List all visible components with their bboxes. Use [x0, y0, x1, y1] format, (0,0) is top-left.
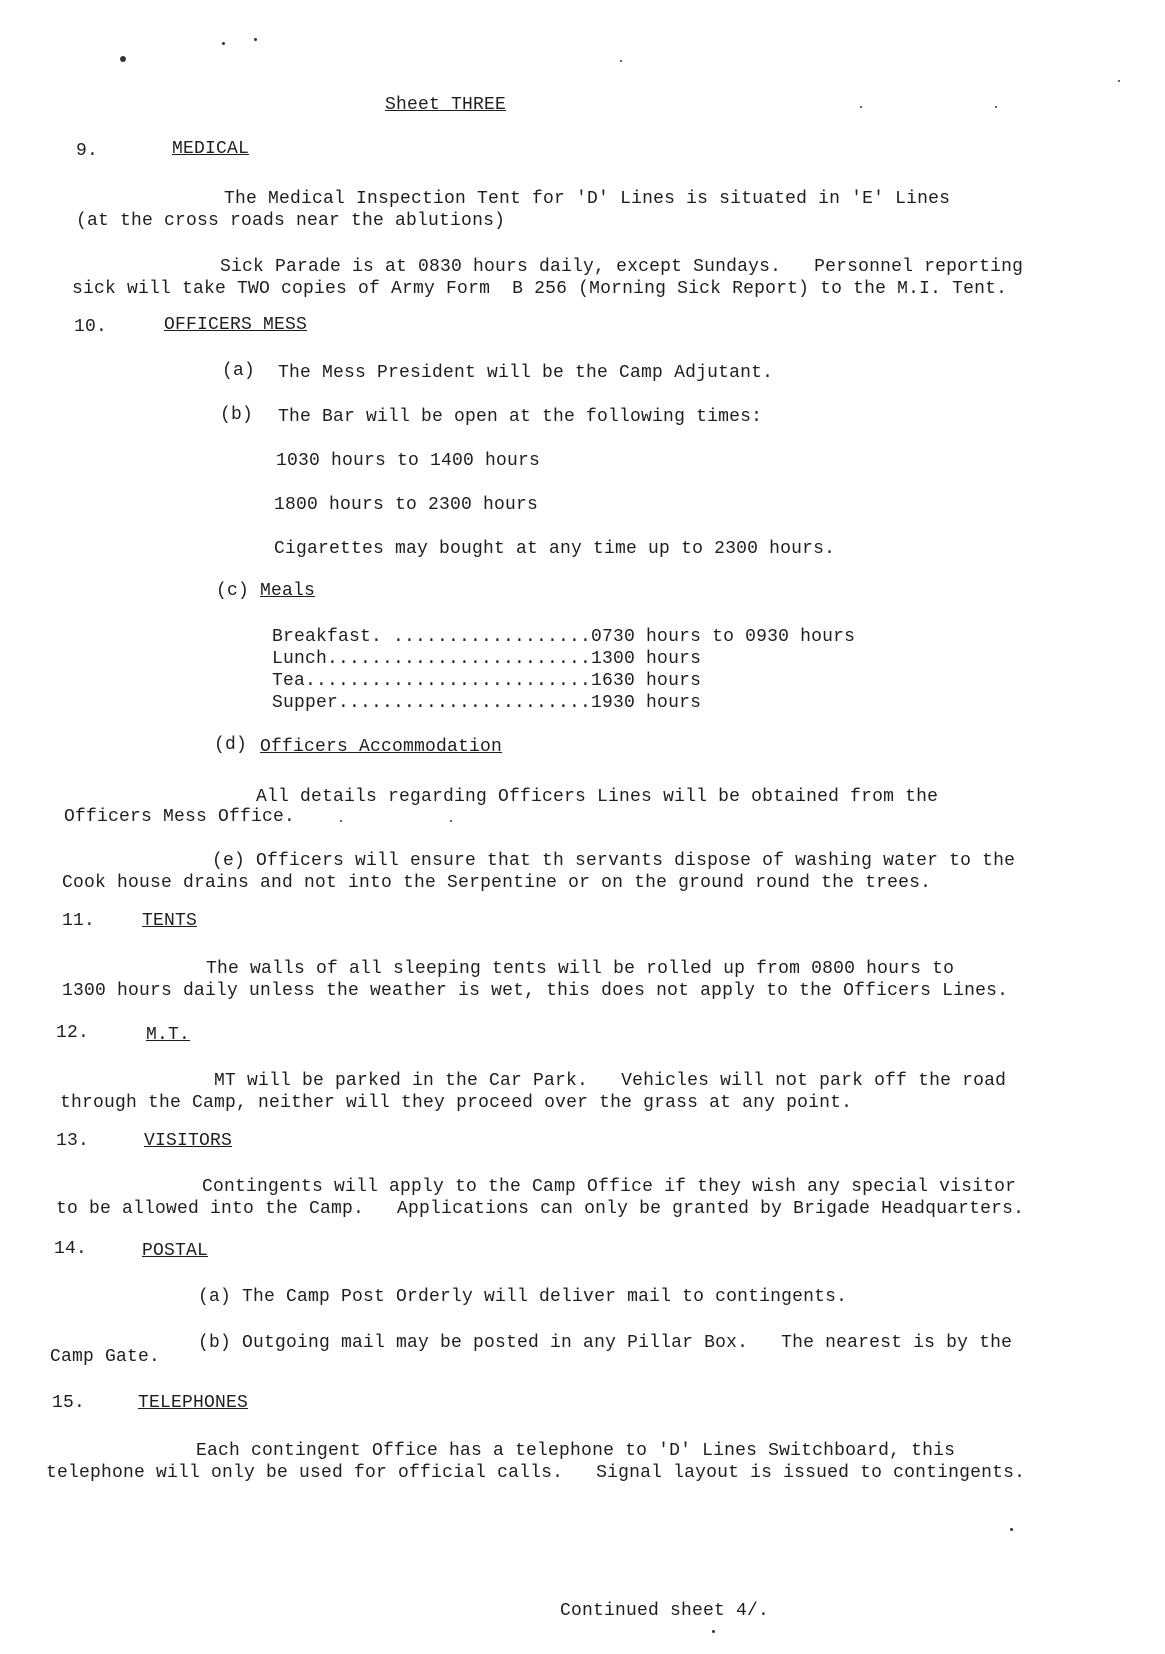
section-12-line2: through the Camp, neither will they proceed over the grass at any point.: [60, 1093, 853, 1113]
section-14a-text: (a) The Camp Post Orderly will deliver mail to contingents.: [198, 1287, 848, 1307]
section-13-number: 13.: [56, 1131, 90, 1151]
section-13-line2: to be allowed into the Camp. Applications can only be granted by Brigade Headquarters.: [56, 1199, 1025, 1219]
scan-speck: [712, 1630, 715, 1633]
section-10a-marker: (a): [222, 361, 256, 381]
scan-speck: [860, 106, 862, 108]
section-15-number: 15.: [52, 1393, 86, 1413]
section-9-para1-line2: (at the cross roads near the ablutions): [76, 211, 506, 231]
section-14b-line1: (b) Outgoing mail may be posted in any Pillar Box. The nearest is by the: [198, 1333, 1013, 1353]
section-14-number: 14.: [54, 1239, 88, 1259]
section-11-line2: 1300 hours daily unless the weather is wet, this does not apply to the Officers Lines.: [62, 981, 1009, 1001]
scan-speck: [450, 820, 452, 822]
section-11-number: 11.: [62, 911, 96, 931]
scan-speck: [1010, 1528, 1013, 1531]
meal-breakfast: Breakfast. ..................0730 hours to 0930 hours: [272, 627, 856, 647]
section-10d-marker: (d): [214, 735, 248, 755]
meal-lunch: Lunch........................1300 hours: [272, 649, 702, 669]
section-9-heading: MEDICAL: [172, 139, 250, 159]
section-10-number: 10.: [74, 317, 108, 337]
meal-supper: Supper.......................1930 hours: [272, 693, 702, 713]
section-10b-time2: 1800 hours to 2300 hours: [274, 495, 539, 515]
section-15-line2: telephone will only be used for official calls. Signal layout is issued to contingents.: [46, 1463, 1026, 1483]
section-11-line1: The walls of all sleeping tents will be rolled up from 0800 hours to: [206, 959, 955, 979]
section-11-heading: TENTS: [142, 911, 198, 931]
section-10c-marker: (c): [216, 581, 250, 601]
scan-speck: [222, 42, 225, 45]
section-12-heading: M.T.: [146, 1025, 191, 1045]
section-9-para2-line2: sick will take TWO copies of Army Form B 256 (Morning Sick Report) to the M.I. Tent.: [72, 279, 1008, 299]
section-9-para1-line1: The Medical Inspection Tent for 'D' Lines is situated in 'E' Lines: [224, 189, 951, 209]
scan-speck: [120, 56, 126, 62]
section-10e-line1: (e) Officers will ensure that th servants dispose of washing water to the: [212, 851, 1016, 871]
section-14-heading: POSTAL: [142, 1241, 209, 1261]
section-10b-marker: (b): [220, 405, 254, 425]
section-10a-text: The Mess President will be the Camp Adjutant.: [278, 363, 774, 383]
section-10d-line2: Officers Mess Office.: [64, 807, 296, 827]
section-10c-heading: Meals: [260, 581, 316, 601]
section-15-line1: Each contingent Office has a telephone to 'D' Lines Switchboard, this: [196, 1441, 956, 1461]
section-10b-cigarettes: Cigarettes may bought at any time up to 2300 hours.: [274, 539, 836, 559]
meal-tea: Tea..........................1630 hours: [272, 671, 702, 691]
sheet-title: Sheet THREE: [385, 95, 507, 115]
scan-speck: [254, 38, 257, 41]
scan-speck: [1118, 80, 1120, 82]
section-9-number: 9.: [76, 141, 99, 161]
section-10b-time1: 1030 hours to 1400 hours: [276, 451, 541, 471]
scan-speck: [995, 106, 997, 108]
section-10d-line1: All details regarding Officers Lines will be obtained from the: [256, 787, 939, 807]
section-12-line1: MT will be parked in the Car Park. Vehicles will not park off the road: [214, 1071, 1007, 1091]
section-10d-heading: Officers Accommodation: [260, 737, 503, 757]
section-15-heading: TELEPHONES: [138, 1393, 249, 1413]
section-12-number: 12.: [56, 1023, 90, 1043]
scan-speck: [340, 820, 342, 822]
scan-speck: [620, 60, 622, 62]
section-10-heading: OFFICERS MESS: [164, 315, 308, 335]
section-10e-line2: Cook house drains and not into the Serpentine or on the ground round the trees.: [62, 873, 932, 893]
continued-footer: Continued sheet 4/.: [560, 1601, 770, 1621]
section-14b-line2: Camp Gate.: [50, 1347, 161, 1367]
section-13-heading: VISITORS: [144, 1131, 233, 1151]
section-10b-text: The Bar will be open at the following times:: [278, 407, 763, 427]
section-9-para2-line1: Sick Parade is at 0830 hours daily, except Sundays. Personnel reporting: [220, 257, 1024, 277]
section-13-line1: Contingents will apply to the Camp Office if they wish any special visitor: [202, 1177, 1017, 1197]
